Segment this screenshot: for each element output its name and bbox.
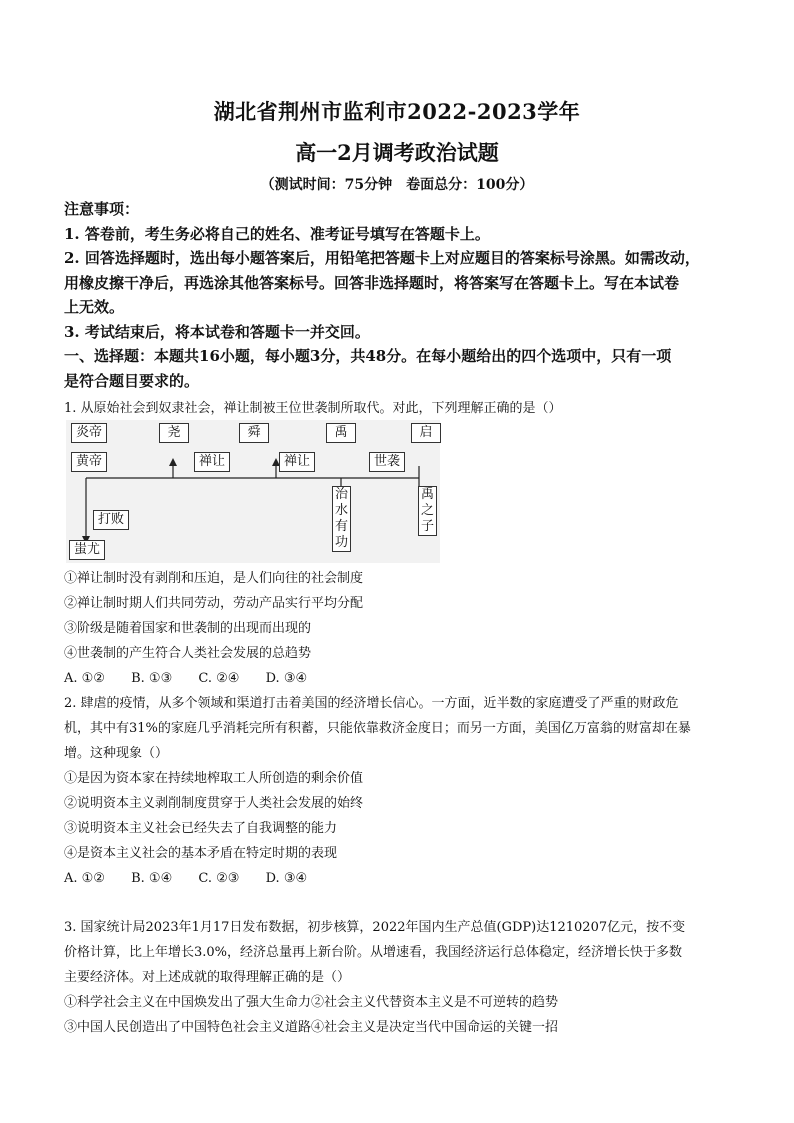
- choice-b: B. ①④: [131, 871, 173, 886]
- option: ④是资本主义社会的基本矛盾在特定时期的表现: [64, 846, 338, 861]
- choice-a: A. ①②: [64, 871, 105, 886]
- notice-item: 2. 回答选择题时，选出每小题答案后，用铅笔把答题卡上对应题目的答案标号涂黑。如需改动，: [64, 249, 700, 267]
- choice-b: B. ①③: [131, 671, 173, 686]
- label-shixi: 世袭: [369, 452, 405, 472]
- choice-a: A. ①②: [64, 671, 105, 686]
- option: ②禅让制时期人们共同劳动，劳动产品实行平均分配: [64, 596, 364, 611]
- node-qi: 启: [411, 423, 441, 443]
- node-yu: 禹: [326, 423, 356, 443]
- label-defeat: 打败: [93, 510, 129, 530]
- question-1-stem: [64, 396, 734, 421]
- option: ①禅让制时没有剥削和压迫，是人们向往的社会制度: [64, 571, 364, 586]
- notice-heading: 注意事项：: [64, 200, 140, 218]
- question-stem: 1. 从原始社会到奴隶社会，禅让制被王位世袭制所取代。对此，下列理解正确的是（）: [64, 401, 562, 416]
- option: ③阶级是随着国家和世袭制的出现而出现的: [64, 621, 312, 636]
- question-stem: 主要经济体。对上述成就的取得理解正确的是（）: [64, 970, 351, 985]
- label-shanrang-2: 禅让: [279, 452, 315, 472]
- question-stem: 2. 肆虐的疫情，从多个领域和渠道打击着美国的经济增长信心。一方面，近半数的家庭遭受了严重的财政危: [64, 696, 679, 711]
- notice-item: 3. 考试结束后，将本试卷和答题卡一并交回。: [64, 322, 370, 341]
- option: ④世袭制的产生符合人类社会发展的总趋势: [64, 646, 312, 661]
- choice-c: C. ②④: [198, 671, 240, 686]
- node-shun: 舜: [239, 423, 269, 443]
- exam-subtitle: （测试时间：75分钟 卷面总分：100分）: [260, 177, 534, 193]
- question-stem: 增。这种现象（）: [64, 746, 169, 761]
- succession-diagram: [66, 420, 441, 564]
- section-heading: 一、选择题：本题共16小题，每小题3分，共48分。在每小题给出的四个选项中，只有一项: [64, 347, 672, 365]
- exam-title-line1: 湖北省荆州市监利市2022-2023学年: [213, 99, 581, 124]
- label-yuzhizi: 禹之子: [418, 486, 437, 536]
- question-2: [64, 691, 734, 891]
- question-3: [64, 915, 734, 1040]
- label-shanrang-1: 禅让: [194, 452, 230, 472]
- option: ③说明资本主义社会已经失去了自我调整的能力: [64, 821, 338, 836]
- question-stem: 3. 国家统计局2023年1月17日发布数据，初步核算，2022年国内生产总值(GDP)达1210207亿元，按不变: [64, 920, 686, 935]
- node-yao: 尧: [159, 423, 189, 443]
- option: ①是因为资本家在持续地榨取工人所创造的剩余价值: [64, 771, 364, 786]
- notice-item: 上无效。: [64, 298, 125, 316]
- notice-block: [64, 197, 734, 393]
- choice-c: C. ②③: [198, 871, 240, 886]
- choice-d: D. ③④: [265, 871, 308, 886]
- exam-title-line2: 高一2月调考政治试题: [295, 140, 499, 165]
- option: ①科学社会主义在中国焕发出了强大生命力②社会主义代替资本主义是不可逆转的趋势: [64, 995, 559, 1010]
- answer-choices: [64, 866, 734, 891]
- choice-d: D. ③④: [265, 671, 308, 686]
- notice-item: 用橡皮擦干净后，再选涂其他答案标号。回答非选择题时，将答案写在答题卡上。写在本试卷: [64, 273, 680, 292]
- notice-item: 1. 答卷前，考生务必将自己的姓名、准考证号填写在答题卡上。: [64, 224, 490, 243]
- question-1-options: [64, 566, 734, 691]
- option: ③中国人民创造出了中国特色社会主义道路④社会主义是决定当代中国命运的关键一招: [64, 1020, 559, 1035]
- label-zhishui: 治水有功: [332, 486, 351, 552]
- question-stem: 机，其中有31%的家庭几乎消耗完所有积蓄，只能依靠救济金度日；而另一方面，美国亿万富翁的财富却在暴: [64, 721, 691, 736]
- node-chiyou: 蚩尤: [69, 540, 105, 560]
- node-huangdi: 黄帝: [71, 452, 107, 472]
- section-heading-cont: 是符合题目要求的。: [64, 371, 200, 390]
- node-yandi: 炎帝: [71, 423, 107, 443]
- answer-choices: [64, 666, 734, 691]
- option: ②说明资本主义剥削制度贯穿于人类社会发展的始终: [64, 796, 364, 811]
- question-stem: 价格计算，比上年增长3.0%，经济总量再上新台阶。从增速看，我国经济运行总体稳定，经济增长快于多数: [64, 945, 683, 960]
